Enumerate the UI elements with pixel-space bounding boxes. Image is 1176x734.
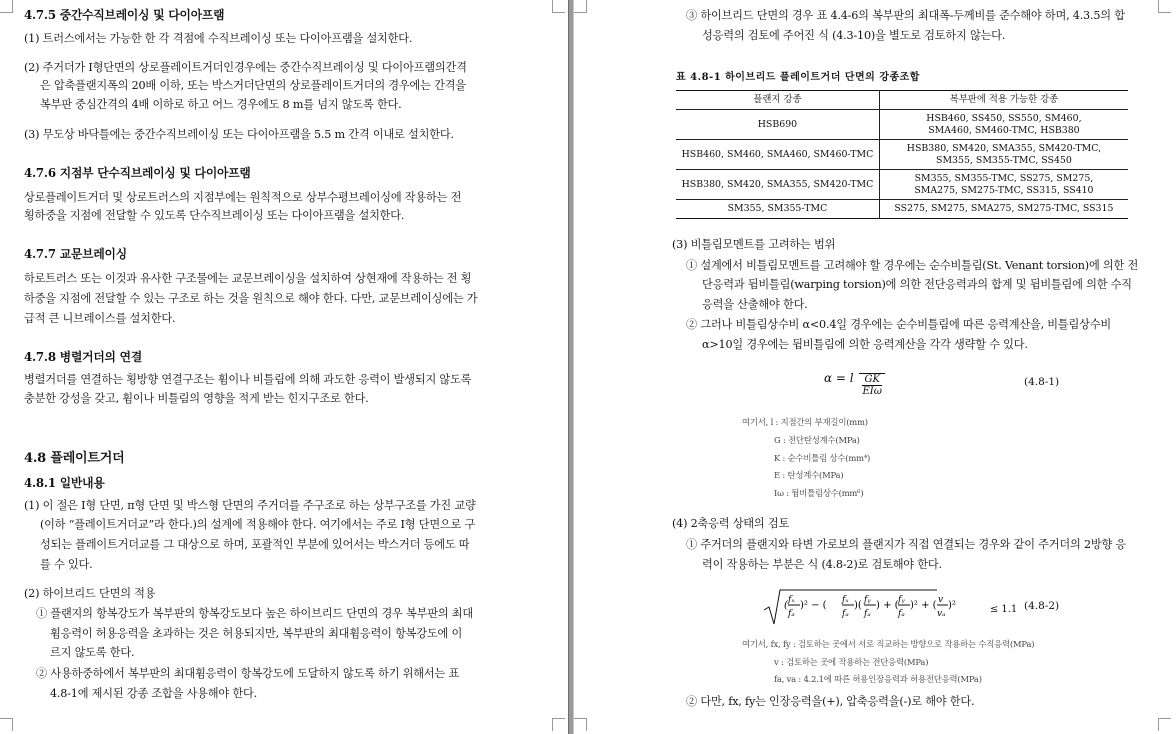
table-row — [676, 170, 1128, 200]
list-item-line: 휨응력이 허용응력을 초과하는 것은 허용되지만, 복부판의 최대휨응력이 항복강도에 이 — [50, 627, 463, 640]
equation-4-8-2: ( fₓ fₐ )² − ( fₓ fₐ )( fᵧ fₐ ) + ( fᵧ fₐ )² + ( v vₐ )² ≤ 1.1 — [762, 588, 1017, 628]
list-item-line: ③ 하이브리드 단면의 경우 표 4.4-6의 복부판의 최대폭-두께비를 준수해야 하며, 4.3.5의 합 — [686, 9, 1125, 22]
right-page — [574, 0, 1176, 734]
svg-text:) + (: ) + ( — [876, 600, 899, 611]
svg-text:vₐ: vₐ — [937, 609, 946, 619]
table-cell: HSB380, SM420, SMA355, SM420-TMC — [676, 170, 879, 200]
paragraph-line: 하로트러스 또는 이것과 유사한 구조물에는 교문브레이싱을 설치하여 상현재에 작용하는 전 횡 — [24, 272, 472, 285]
list-item-line: 4.8-1에 제시된 강종 조합을 사용해야 한다. — [50, 687, 257, 700]
paragraph-line: 횡하중을 지점에 전달할 수 있도록 단수직브레이싱 또는 다이아프램을 설치한다. — [24, 209, 405, 222]
table-cell: HSB460, SM460, SMA460, SM460-TMC — [676, 140, 879, 170]
paragraph-line: (3) 무도상 바닥틀에는 중간수직브레이싱 또는 다이아프램을 5.5 m 간격 이내로 설치한다. — [24, 128, 454, 141]
crop-mark — [552, 0, 565, 13]
variable-definition: 여기서, l : 지점간의 부재길이(mm) — [742, 417, 868, 427]
list-item-line: 력이 작용하는 부분은 식 (4.8-2)로 검토해야 한다. — [702, 558, 942, 571]
table-cell: SM355, SM355-TMC — [676, 200, 879, 219]
list-item-line: 르지 않도록 한다. — [50, 646, 135, 659]
section-heading: 4.8.1 일반내용 — [24, 476, 105, 490]
section-heading: 4.7.8 병렬거더의 연결 — [24, 350, 143, 364]
variable-definition: Iω : 뒴비틀림상수(mm⁶) — [774, 488, 864, 498]
crop-mark — [0, 0, 13, 13]
list-item-line: 성응력의 검토에 주어진 식 (4.3-10)을 별도로 검토하지 않는다. — [702, 29, 1006, 42]
table-title: 표 4.8-1 하이브리드 플레이트거더 단면의 강종조합 — [676, 72, 920, 83]
variable-definition: G : 전단탄성계수(MPa) — [774, 435, 860, 445]
svg-text:)² + (: )² + ( — [910, 600, 937, 611]
paragraph-line: 상로플레이트거더 및 상로트러스의 지점부에는 원칙적으로 상부수평브레이싱에 작용하는 전 — [24, 191, 462, 204]
equation-number: (4.8-1) — [1024, 376, 1060, 388]
variable-definition: K : 순수비틀림 상수(mm⁴) — [774, 453, 871, 463]
table-cell: SM355, SM355-TMC, SS275, SM275, SMA275, SM275-TMC, SS315, SS410 — [879, 170, 1128, 200]
list-item-line: ② 사용하중하에서 복부판의 최대휨응력이 항복강도에 도달하지 않도록 하기 위해서는 표 — [36, 667, 460, 680]
table-row — [676, 110, 1128, 140]
paragraph-line: (4) 2축응력 상태의 검토 — [672, 517, 790, 530]
table-cell: SS275, SM275, SMA275, SM275-TMC, SS315 — [879, 200, 1128, 219]
paragraph-line: (2) 하이브리드 단면의 적용 — [24, 587, 156, 600]
paragraph-line: (이하 “플레이트거더교”라 한다.)의 설계에 적용해야 한다. 여기에서는 주로 I형 단면으로 구 — [40, 518, 476, 531]
paragraph-line: 복부판 중심간격의 4배 이하로 하고 어느 경우에도 8 m를 넘지 않도록 한다. — [40, 98, 402, 111]
paragraph-line: (1) 트러스에서는 가능한 한 각 격점에 수직브레이싱 또는 다이아프램을 설치한다. — [24, 32, 413, 45]
crop-mark — [0, 718, 13, 731]
list-item-line: ① 플랜지의 항복강도가 복부판의 항복강도보다 높은 하이브리드 단면의 경우 복부판의 최대 — [36, 607, 474, 620]
svg-text:fᵧ: fᵧ — [898, 595, 905, 605]
crop-mark — [1158, 0, 1171, 13]
svg-text:fᵧ: fᵧ — [864, 595, 871, 605]
variable-definition: E : 탄성계수(MPa) — [774, 470, 844, 480]
list-item-line: ① 주거더의 플랜지와 타변 가로보의 플랜지가 직접 연결되는 경우와 같이 주거더의 2방향 응 — [686, 538, 1127, 551]
variable-definition: 여기서, fx, fy : 검토하는 곳에서 서로 직교하는 방향으로 작용하는 수직응력(MPa) — [742, 639, 1035, 649]
section-heading: 4.7.7 교문브레이싱 — [24, 247, 127, 261]
section-heading: 4.7.6 지점부 단수직브레이싱 및 다이아프램 — [24, 166, 251, 180]
paragraph-line: 급적 큰 니브레이스를 설치한다. — [24, 312, 176, 325]
variable-definition: fa, va : 4.2.1에 따른 허용인장응력과 허용전단응력(MPa) — [774, 674, 982, 684]
list-item-line: 응력을 산출해야 한다. — [702, 298, 808, 311]
crop-mark — [552, 718, 565, 731]
equation-4-8-1: α = l $\frac{GK}{\text{EIω}}$ — [824, 371, 885, 397]
equation-number: (4.8-2) — [1024, 600, 1060, 612]
crop-mark — [574, 0, 587, 13]
svg-text:fₐ: fₐ — [864, 609, 871, 619]
paragraph-line: 은 압축플랜지폭의 20배 이하, 또는 박스거더단면의 상로플레이트거더의 경우에는 간격을 — [40, 79, 466, 92]
section-heading: 4.7.5 중간수직브레이싱 및 다이아프램 — [24, 8, 225, 22]
crop-mark — [1158, 718, 1171, 731]
paragraph-line: 하중을 지점에 전달할 수 있는 구조로 하는 것을 원칙으로 해야 한다. 다만, 교문브레이싱에는 가 — [24, 292, 478, 305]
svg-text:)(: )( — [854, 600, 862, 611]
paragraph-line: 병렬거더를 연결하는 횡방향 연결구조는 휨이나 비틀림에 의해 과도한 응력이 발생되지 않도록 — [24, 373, 472, 386]
table-header: 플랜지 강종 — [676, 91, 879, 110]
paragraph-line: 성되는 플레이트거더교를 그 대상으로 하며, 포괄적인 부분에 있어서는 박스거더 등에도 따 — [40, 538, 470, 551]
table-cell: HSB380, SM420, SMA355, SM420-TMC, SM355, SM355-TMC, SS450 — [879, 140, 1128, 170]
variable-definition: v : 검토하는 곳에 작용하는 전단응력(MPa) — [774, 657, 929, 667]
svg-text:fₓ: fₓ — [842, 595, 849, 605]
steel-grade-table — [676, 90, 1128, 219]
svg-text:(: ( — [784, 600, 788, 611]
table-row — [676, 140, 1128, 170]
list-item-line: ① 설계에서 비틀림모멘트를 고려해야 할 경우에는 순수비틀림(St. Venant torsion)에 의한 전 — [686, 259, 1139, 272]
chapter-heading: 4.8 플레이트거더 — [24, 451, 125, 466]
crop-mark — [574, 718, 587, 731]
paragraph-line: 충분한 강성을 갖고, 휨이나 비틀림의 영향을 적게 받는 힌지구조로 한다. — [24, 392, 369, 405]
paragraph-line: (2) 주거더가 I형단면의 상로플레이트거더인경우에는 중간수직브레이싱 및 다이아프램의간격 — [24, 61, 467, 74]
svg-text:)²: )² — [948, 600, 956, 611]
table-row — [676, 200, 1128, 219]
list-item-line: α>10일 경우에는 뒴비틀림에 의한 응력계산을 각각 생략할 수 있다. — [702, 338, 1028, 351]
list-item-line: ② 다만, fx, fy는 인장응력을(+), 압축응력을(-)로 해야 한다. — [686, 695, 975, 708]
svg-text:)² − (: )² − ( — [800, 600, 827, 611]
left-page — [0, 0, 568, 734]
table-cell: HSB690 — [676, 110, 879, 140]
svg-text:fₓ: fₓ — [788, 595, 795, 605]
svg-text:fₐ: fₐ — [898, 609, 905, 619]
table-header: 복부판에 적용 가능한 강종 — [879, 91, 1128, 110]
svg-text:v: v — [938, 595, 944, 605]
list-item-line: 단응력과 뒴비틀림(warping torsion)에 의한 전단응력과의 합계 및 뒴비틀림에 의한 수직 — [702, 278, 1132, 291]
svg-text:fₐ: fₐ — [788, 609, 795, 619]
svg-text:fₐ: fₐ — [842, 609, 849, 619]
paragraph-line: 를 수 있다. — [40, 558, 93, 571]
equation-graphic — [762, 588, 982, 628]
paragraph-line: (3) 비틀림모멘트를 고려하는 범위 — [672, 238, 836, 251]
paragraph-line: (1) 이 절은 I형 단면, π형 단면 및 박스형 단면의 주거더를 주구조로 하는 상부구조를 가진 교량 — [24, 499, 476, 512]
table-cell: HSB460, SS450, SS550, SM460, SMA460, SM460-TMC, HSB380 — [879, 110, 1128, 140]
list-item-line: ② 그러나 비틀림상수비 α<0.4일 경우에는 순수비틀림에 따른 응력계산을, 비틀림상수비 — [686, 318, 1111, 331]
